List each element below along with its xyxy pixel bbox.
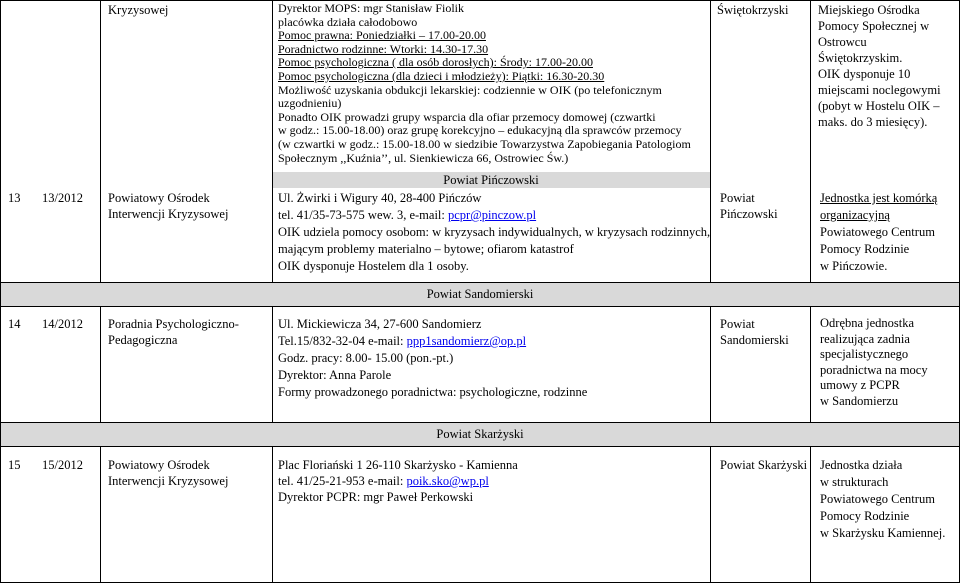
- detail-line: Dyrektor MOPS: mgr Stanisław Fiolik: [278, 1, 465, 15]
- section-heading-sandomierski: Powiat Sandomierski: [426, 287, 534, 301]
- detail-line: Godz. pracy: 8.00- 15.00 (pon.-pt.): [278, 351, 454, 365]
- powiat-line: Pińczowski: [720, 207, 778, 221]
- tel-text: tel. 41/35-73-575 wew. 3, e-mail:: [278, 208, 448, 222]
- detail-line: Dyrektor: Anna Parole: [278, 368, 392, 382]
- grid-line: [0, 446, 960, 447]
- note-line: (pobyt w Hostelu OIK –: [818, 99, 940, 113]
- note-line: organizacyjną: [820, 208, 890, 222]
- row14-name-cell: [108, 316, 239, 348]
- grid-line: [710, 306, 711, 422]
- row13-details-cell: [278, 190, 710, 275]
- note-line: poradnictwa na mocy: [820, 362, 928, 377]
- note-line: Ostrowcu: [818, 35, 867, 49]
- email-link[interactable]: pcpr@pinczow.pl: [447, 208, 537, 222]
- note-line: Pomocy Społecznej w: [818, 19, 930, 33]
- institution-name-line: Interwencji Kryzysowej: [108, 474, 229, 488]
- grid-line: [272, 306, 273, 422]
- row15-notes-cell: [820, 457, 945, 542]
- detail-line: Pomoc psychologiczna (dla dzieci i młodzieży): Piątki: 16.30-20.30: [278, 68, 605, 83]
- note-line: Powiatowego Centrum: [820, 492, 935, 506]
- institution-name: Kryzysowej: [108, 3, 169, 17]
- powiat-name: Świętokrzyski: [717, 3, 789, 17]
- grid-line: [272, 0, 273, 282]
- row13-notes-cell: [820, 190, 937, 275]
- powiat-line: Powiat Skarżyski: [720, 458, 808, 472]
- note-line: w Sandomierzu: [820, 393, 899, 408]
- detail-line: OIK dysponuje Hostelem dla 1 osoby.: [278, 259, 469, 273]
- grid-line: [810, 446, 811, 583]
- row13-num: 13/2012: [42, 191, 83, 205]
- detail-line: Możliwość uzyskania obdukcji lekarskiej: codziennie w OIK (po telefonicznym: [278, 82, 662, 97]
- grid-line: [810, 0, 811, 282]
- grid-line: [0, 0, 960, 1]
- prev-details-cell: [278, 2, 691, 165]
- tel-text: tel. 41/25-21-953 e-mail:: [278, 474, 407, 488]
- row13-name-cell: [108, 190, 228, 222]
- note-line: umowy z PCPR: [820, 378, 900, 392]
- section-heading-skarzyski: Powiat Skarżyski: [436, 427, 524, 441]
- note-line: OIK dysponuje 10: [818, 67, 911, 81]
- detail-line: Społecznym ,,Kuźnia’’, ul. Sienkiewicza 66, Ostrowiec Św.): [278, 150, 569, 165]
- section-heading-pinczowski: Powiat Pińczowski: [443, 173, 539, 187]
- note-line: Pomocy Rodzinie: [820, 509, 910, 523]
- note-line: realizująca zadnia: [820, 331, 910, 346]
- prev-name-cell: [108, 2, 168, 18]
- grid-line: [100, 446, 101, 583]
- row14-lp: 14: [8, 317, 21, 331]
- detail-line: uzgodnieniu): [278, 96, 342, 111]
- note-line: Jednostka działa: [820, 458, 903, 472]
- powiat-line: Sandomierski: [720, 333, 789, 347]
- institution-name-line: Pedagogiczna: [108, 333, 178, 347]
- address: Ul. Mickiewicza 34, 27-600 Sandomierz: [278, 317, 482, 331]
- detail-line: Formy prowadzonego poradnictwa: psychologiczne, rodzinne: [278, 385, 588, 399]
- row15-powiat-cell: [720, 457, 807, 473]
- note-line: Jednostka jest komórką: [820, 191, 938, 205]
- detail-line: w godz.: 15.00-18.00) oraz grupę korekcyjno – edukacyjną dla sprawców przemocy: [278, 123, 682, 138]
- note-line: specjalistycznego: [820, 347, 909, 361]
- detail-line: Ponadto OIK prowadzi grupy wsparcia dla ofiar przemocy domowej (czwartki: [278, 109, 656, 124]
- grid-line: [100, 306, 101, 422]
- detail-line: (w czwartki w godz.: 15.00-18.00 w siedzibie Towarzystwa Zapobiegania Patologiom: [278, 136, 691, 151]
- row13-lp: 13: [8, 191, 21, 205]
- email-link[interactable]: poik.sko@wp.pl: [406, 474, 489, 488]
- institution-name-line: Powiatowy Ośrodek: [108, 458, 210, 472]
- institution-name-line: Interwencji Kryzysowej: [108, 207, 229, 221]
- note-line: w Pińczowie.: [820, 259, 888, 273]
- note-line: miejscami noclegowymi: [818, 83, 941, 97]
- row15-lp: 15: [8, 458, 21, 472]
- note-line: Powiatowego Centrum: [820, 225, 935, 239]
- grid-line: [710, 446, 711, 583]
- grid-line: [810, 306, 811, 422]
- row15-num: 15/2012: [42, 458, 83, 472]
- contact-line: [278, 473, 518, 489]
- prev-notes-cell: [818, 2, 941, 130]
- note-line: Świętokrzyskim.: [818, 51, 903, 65]
- row14-notes-cell: [820, 316, 928, 409]
- row15-name-cell: [108, 457, 228, 489]
- powiat-line: Powiat: [720, 191, 755, 205]
- note-line: maks. do 3 miesięcy).: [818, 115, 928, 129]
- contact-line: [278, 333, 587, 350]
- institution-name-line: Poradnia Psychologiczno-: [108, 317, 239, 331]
- detail-line: placówka działa całodobowo: [278, 14, 418, 29]
- row14-powiat-cell: [720, 316, 789, 348]
- row15-details-cell: [278, 457, 518, 505]
- powiat-line: Powiat: [720, 317, 755, 331]
- contact-line: [278, 207, 710, 224]
- detail-line: OIK udziela pomocy osobom: w kryzysach indywidualnych, w kryzysach rodzinnych,: [278, 225, 711, 239]
- row14-details-cell: [278, 316, 587, 401]
- note-line: Pomocy Rodzinie: [820, 242, 910, 256]
- row14-num: 14/2012: [42, 317, 83, 331]
- address: Ul. Żwirki i Wigury 40, 28-400 Pińczów: [278, 191, 482, 205]
- email-link[interactable]: ppp1sandomierz@op.pl: [406, 334, 527, 348]
- row13-powiat-cell: [720, 190, 778, 222]
- note-line: w Skarżysku Kamiennej.: [820, 526, 946, 540]
- grid-line: [0, 422, 960, 423]
- detail-line: mającym problemy materialno – bytowe; ofiarom katastrof: [278, 242, 574, 256]
- note-line: w strukturach: [820, 475, 889, 489]
- detail-line: Dyrektor PCPR: mgr Paweł Perkowski: [278, 490, 474, 504]
- detail-line: Pomoc prawna: Poniedziałki – 17.00-20.00: [278, 28, 486, 43]
- grid-line: [272, 446, 273, 583]
- detail-line: Poradnictwo rodzinne: Wtorki: 14.30-17.30: [278, 41, 489, 56]
- grid-line: [0, 282, 960, 283]
- grid-line: [100, 0, 101, 282]
- detail-line: Pomoc psychologiczna ( dla osób dorosłych): Środy: 17.00-20.00: [278, 55, 593, 70]
- prev-powiat-cell: [717, 2, 789, 18]
- note-line: Miejskiego Ośrodka: [818, 3, 920, 17]
- institution-name-line: Powiatowy Ośrodek: [108, 191, 210, 205]
- address: Plac Floriański 1 26-110 Skarżysko - Kamienna: [278, 458, 518, 472]
- note-line: Odrębna jednostka: [820, 316, 915, 330]
- tel-text: Tel.15/832-32-04 e-mail:: [278, 334, 407, 348]
- grid-line: [0, 306, 960, 307]
